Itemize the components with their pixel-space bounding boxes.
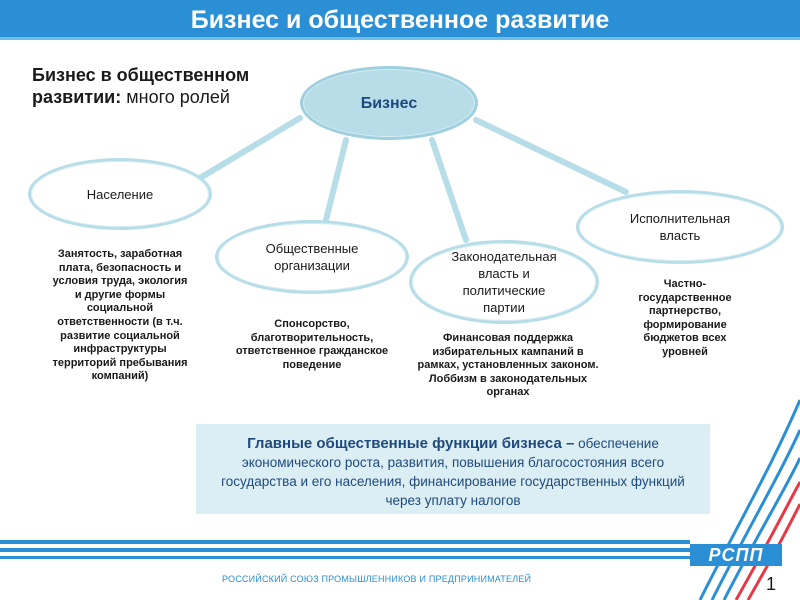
subtitle-bold: Бизнес в общественном развитии: — [32, 65, 250, 107]
rspp-logo: РСПП — [690, 544, 782, 566]
role-label-public-orgs: Общественные организации — [265, 241, 359, 273]
swoosh-2 — [712, 430, 800, 600]
business-node-label: Бизнес — [360, 94, 418, 112]
page-number: 1 — [765, 574, 776, 594]
summary-lead: Главные общественные функции бизнеса – — [247, 435, 575, 452]
footer-stripe-3 — [0, 556, 690, 559]
role-label-population: Население — [86, 186, 154, 202]
page-title: Бизнес и общественное развитие — [190, 6, 610, 34]
footer-organization: РОССИЙСКИЙ СОЮЗ ПРОМЫШЛЕННИКОВ И ПРЕДПРИНИМАТЕЛЕЙ — [222, 574, 532, 584]
summary-text: обеспечение экономического роста, развития, повышения благосостояния всего государства и его населения, финансирование государственных функций через уплату налогов — [221, 436, 685, 508]
footer-stripe-1 — [0, 540, 690, 544]
role-description-public-orgs: Спонсорство, благотворительность, ответственное гражданское поведение — [235, 318, 389, 371]
subtitle-normal: много ролей — [126, 87, 230, 107]
role-description-legislature: Финансовая поддержка избирательных кампаний в рамках, установленных законом. Лоббизм в законодательных органах — [417, 332, 599, 399]
swoosh-1 — [700, 400, 800, 600]
role-label-legislature: Законодательная власть и политические партии — [451, 249, 557, 315]
role-description-population: Занятость, заработная плата, безопасность и условия труда, экология и другие формы социальной ответственности (в т.ч. развитие социальной инфраструктуры территорий пребывания компаний) — [52, 248, 188, 383]
role-label-executive: Исполнительная власть — [629, 211, 731, 243]
role-description-executive: Частно-государственное партнерство, формирование бюджетов всех уровней — [638, 278, 732, 358]
footer-stripe-2 — [0, 548, 690, 552]
